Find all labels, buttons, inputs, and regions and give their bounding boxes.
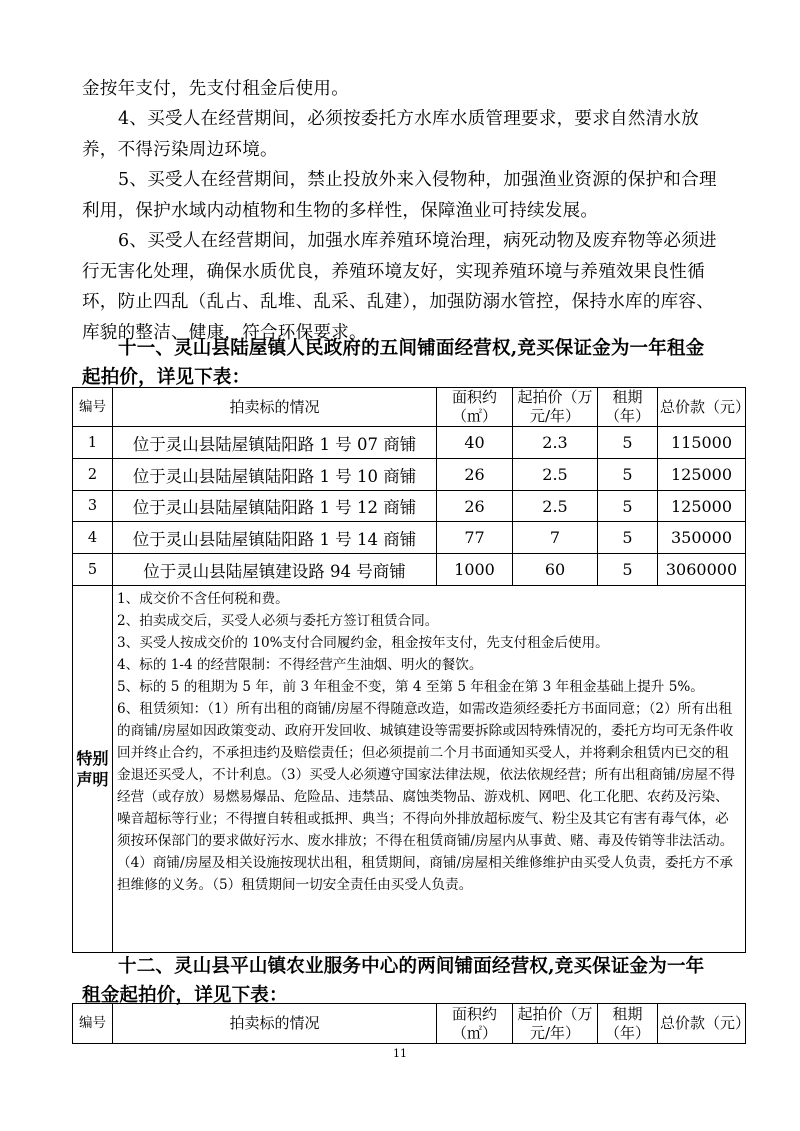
row-no: 5	[73, 554, 113, 586]
header-area: 面积约（㎡）	[437, 388, 513, 427]
table-row	[73, 491, 746, 522]
row-term: 5	[598, 491, 658, 522]
row-total: 115000	[658, 427, 746, 459]
row-subject: 位于灵山县陆屋镇陆阳路 1 号 14 商铺	[113, 522, 437, 554]
header-subject: 拍卖标的情况	[113, 1004, 437, 1044]
table-header-row	[73, 388, 746, 427]
row-subject: 位于灵山县陆屋镇陆阳路 1 号 10 商铺	[113, 459, 437, 491]
header-total: 总价款（元）	[658, 1004, 746, 1044]
header-area: 面积约（㎡）	[437, 1004, 513, 1044]
table-header-row	[73, 1004, 746, 1044]
row-no: 1	[73, 427, 113, 459]
row-area: 1000	[437, 554, 513, 586]
table-row	[73, 427, 746, 459]
table-row	[73, 554, 746, 586]
row-area: 40	[437, 427, 513, 459]
section-12-table	[72, 1003, 751, 1044]
row-subject: 位于灵山县陆屋镇建设路 94 号商铺	[113, 554, 437, 586]
note-item: 3、买受人按成交价的 10%支付合同履约金，租金按年支付，先支付租金后使用。	[117, 635, 609, 651]
row-no: 3	[73, 491, 113, 522]
table-row	[73, 459, 746, 491]
section-11-title: 十一、灵山县陆屋镇人民政府的五间铺面经营权,竞买保证金为一年租金起拍价，详见下表：	[82, 338, 705, 388]
row-subject: 位于灵山县陆屋镇陆阳路 1 号 07 商铺	[113, 427, 437, 459]
table-row	[73, 522, 746, 554]
section-12-title: 十二、灵山县平山镇农业服务中心的两间铺面经营权,竞买保证金为一年租金起拍价，详见下表：	[82, 956, 705, 1006]
note-item: 5、标的 5 的租期为 5 年，前 3 年租金不变，第 4 至第 5 年租金在第 3 年租金基础上提升 5%。	[117, 679, 704, 695]
row-total: 125000	[658, 491, 746, 522]
header-price: 起拍价（万元/年）	[513, 388, 598, 427]
notes-content	[113, 586, 746, 953]
intro-paragraph: 4、买受人在经营期间，必须按委托方水库水质管理要求，要求自然清水放养，不得污染周边环境。	[82, 109, 700, 160]
note-item: 4、标的 1-4 的经营限制：不得经营产生油烟、明火的餐饮。	[117, 657, 483, 673]
header-total: 总价款（元）	[658, 388, 746, 427]
note-item: 1、成交价不含任何税和费。	[117, 591, 289, 607]
row-no: 2	[73, 459, 113, 491]
header-price: 起拍价（万元/年）	[513, 1004, 598, 1044]
intro-paragraph: 金按年支付，先支付租金后使用。	[82, 79, 349, 99]
header-subject: 拍卖标的情况	[113, 388, 437, 427]
row-total: 350000	[658, 522, 746, 554]
page-number: 11	[393, 1047, 407, 1060]
note-item: 2、拍卖成交后，买受人必须与委托方签订租赁合同。	[117, 613, 439, 629]
notes-label	[73, 586, 113, 953]
row-price: 2.5	[513, 459, 598, 491]
notes-row	[73, 586, 746, 953]
row-area: 77	[437, 522, 513, 554]
row-area: 26	[437, 491, 513, 522]
section-11-table	[72, 387, 751, 953]
row-area: 26	[437, 459, 513, 491]
header-term: 租期（年）	[598, 388, 658, 427]
intro-paragraph: 5、买受人在经营期间，禁止投放外来入侵物种，加强渔业资源的保护和合理利用，保护水域内动植物和生物的多样性，保障渔业可持续发展。	[82, 170, 717, 221]
row-term: 5	[598, 427, 658, 459]
row-no: 4	[73, 522, 113, 554]
row-term: 5	[598, 554, 658, 586]
row-term: 5	[598, 522, 658, 554]
row-subject: 位于灵山县陆屋镇陆阳路 1 号 12 商铺	[113, 491, 437, 522]
notes-label-text: 特别声明	[76, 749, 109, 789]
row-term: 5	[598, 459, 658, 491]
header-no: 编号	[73, 1004, 113, 1044]
header-term: 租期（年）	[598, 1004, 658, 1044]
header-no: 编号	[73, 388, 113, 427]
row-price: 2.3	[513, 427, 598, 459]
row-total: 125000	[658, 459, 746, 491]
row-price: 60	[513, 554, 598, 586]
row-price: 2.5	[513, 491, 598, 522]
intro-paragraph: 6、买受人在经营期间，加强水库养殖环境治理，病死动物及废弃物等必须进行无害化处理，确保水质优良，养殖环境友好，实现养殖环境与养殖效果良性循环，防止四乱（乱占、乱堆、乱采、乱建），加强防溺水管控，保持水库的库容、库貌的整洁、健康，符合环保要求。	[82, 231, 717, 343]
note-item: 6、租赁须知：（1）所有出租的商铺/房屋不得随意改造，如需改造须经委托方书面同意；（2）所有出租的商铺/房屋如因政策变动、政府开发回收、城镇建设等需要拆除或因特殊情况的，委托方均可无条件收回并终止合约，不承担违约及赔偿责任；但必须提前二个月书面通知买受人，并将剩余租赁内已交的租金退还买受人，不计利息。（3）买受人必须遵守国家法律法规，依法依规经营；所有出租商铺/房屋不得经营（或存放）易燃易爆品、危险品、违禁品、腐蚀类物品、游戏机、网吧、化工化肥、农药及污染、噪音超标等行业；不得擅自转租或抵押、典当；不得向外排放超标废气、粉尘及其它有害有毒气体，必须按环保部门的要求做好污水、废水排放；不得在租赁商铺/房屋内从事黄、赌、毒及传销等非法活动。（4）商铺/房屋及相关设施按现状出租，租赁期间，商铺/房屋相关维修维护由买受人负责，委托方不承担维修的义务。（5）租赁期间一切安全责任由买受人负责。	[117, 701, 736, 893]
row-total: 3060000	[658, 554, 746, 586]
row-price: 7	[513, 522, 598, 554]
